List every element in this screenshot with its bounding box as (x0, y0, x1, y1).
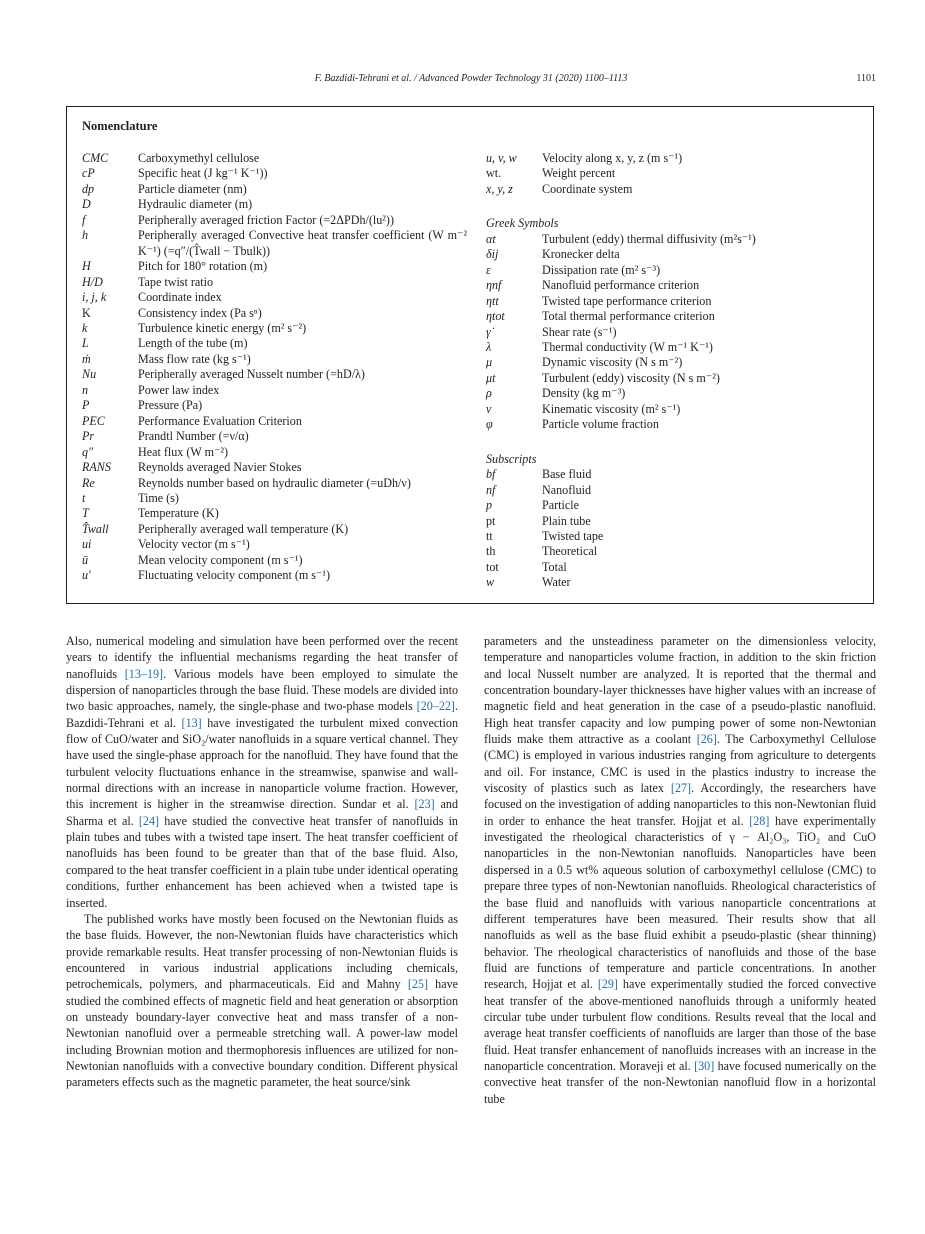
definition: Coordinate system (542, 181, 633, 196)
definition: Turbulence kinetic energy (m² s⁻²) (138, 320, 307, 335)
definition: Twisted tape (542, 528, 604, 543)
definition: Weight percent (542, 166, 616, 181)
symbol: PEC (82, 413, 105, 428)
symbol: u′ (82, 568, 91, 583)
nomenclature-row (486, 340, 856, 355)
definition: Performance Evaluation Criterion (138, 413, 302, 428)
nomenclature-row (82, 460, 467, 475)
journal-citation: F. Bazdidi-Tehrani et al. / Advanced Powder Technology 31 (2020) 1100–1113 (314, 73, 628, 84)
nomenclature-row (486, 371, 856, 386)
definition: Consistency index (Pa sⁿ) (138, 305, 262, 320)
citation-link[interactable]: [27] (670, 781, 692, 796)
nomenclature-row (486, 417, 856, 432)
citation-link[interactable]: [26] (696, 732, 717, 747)
definition: Mean velocity component (m s⁻¹) (138, 552, 303, 567)
definition: Total (542, 559, 567, 574)
citation-link[interactable]: [23] (414, 797, 435, 812)
definition: Kinematic viscosity (m² s⁻¹) (542, 401, 681, 416)
greek-symbols-heading: Greek Symbols (486, 216, 559, 231)
definition: Total thermal performance criterion (542, 309, 715, 324)
definition: Pitch for 180° rotation (m) (138, 259, 268, 274)
definition: Theoretical (542, 544, 598, 559)
symbol: ν (486, 401, 492, 416)
symbol: δij (486, 247, 499, 262)
nomenclature-row (82, 166, 467, 181)
symbol: dp (82, 181, 95, 196)
symbol: ū (82, 552, 89, 567)
symbol: nf (486, 482, 496, 497)
citation-link[interactable]: [13] (181, 715, 202, 730)
nomenclature-row (486, 166, 856, 181)
definition: Twisted tape performance criterion (542, 293, 712, 308)
symbol: u, v, w (486, 151, 517, 165)
nomenclature-row (486, 182, 856, 197)
symbol: γ̇ (486, 324, 491, 339)
nomenclature-row (82, 445, 467, 460)
symbol: i, j, k (82, 290, 107, 305)
symbol: f (82, 212, 86, 227)
paragraph: The published works have mostly been focused on the Newtonian fluids as the base fluids. However, the non-Newtonian fluids have characteristics which provide remarkable results. Heat transfer processing of non-Newtonian fluids is encountered in various industrial applications including chemicals, petrochemicals, polymers, and pharmaceuticals. Eid and Mahny [25] have studied the combined effects of magnetic field and heat generation or absorption on unsteady boundary-layer convective heat and mass transfer of a non-Newtonian nanofluid over a permeable stretching wall. A power-law model including Brownian motion and thermophoresis influences are utilized for non-Newtonian nanofluids with a convective boundary condition. Different physical parameters effects such as the magnetic parameter, the heat source/sink (66, 911, 458, 1090)
nomenclature-row (82, 568, 467, 583)
spacer (486, 197, 856, 216)
symbol: q″ (82, 444, 94, 459)
citation-link[interactable]: [28] (749, 813, 770, 828)
definition: Turbulent (eddy) thermal diffusivity (m²s⁻¹) (542, 231, 756, 246)
definition: Power law index (138, 382, 220, 397)
definition: Kronecker delta (542, 247, 620, 262)
nomenclature-row (82, 352, 467, 367)
symbol: wt. (486, 166, 502, 181)
definition: Peripherally averaged Convective heat transfer coefficient (W m⁻² K⁻¹) (=q″/(T̂wall − Tbulk)) (138, 228, 467, 258)
nomenclature-row (486, 467, 856, 482)
citation-link[interactable]: [25] (407, 977, 429, 992)
definition: Turbulent (eddy) viscosity (N s m⁻²) (542, 370, 720, 385)
definition: Reynolds averaged Navier Stokes (138, 460, 302, 475)
definition: Particle volume fraction (542, 417, 659, 432)
nomenclature-row (82, 213, 467, 228)
symbol: x, y, z (486, 181, 513, 196)
definition: Peripherally averaged Nusselt number (=hD/λ) (138, 367, 365, 382)
symbol: n (82, 382, 89, 397)
nomenclature-row (82, 290, 467, 305)
symbol: h (82, 228, 89, 243)
symbol: Re (82, 475, 95, 490)
definition: Peripherally averaged wall temperature (K) (138, 521, 349, 536)
symbol: φ (486, 417, 493, 432)
nomenclature-row (82, 197, 467, 212)
definition: Particle (542, 498, 579, 513)
nomenclature-row (486, 575, 856, 590)
definition: Reynolds number based on hydraulic diameter (=uDh/ν) (138, 475, 411, 490)
nomenclature-row (82, 414, 467, 429)
nomenclature-box (66, 106, 874, 604)
nomenclature-row (82, 151, 467, 166)
definition: Hydraulic diameter (m) (138, 197, 253, 212)
definition: Velocity vector (m s⁻¹) (138, 537, 250, 552)
symbol: ṁ (82, 351, 91, 366)
nomenclature-row (82, 491, 467, 506)
symbol: ρ (486, 386, 492, 401)
definition: Prandtl Number (=ν/α) (138, 429, 249, 444)
symbol: T̂wall (82, 521, 109, 536)
paragraph: Also, numerical modeling and simulation have been performed over the recent years to identify the influential mechanisms regarding the heat transfer of nanofluids [13–19]. Various models have been employed to simulate the dispersion of nanoparticles through the base fluid. These models are divided into two basic approaches, namely, the single-phase and two-phase models [20–22]. Bazdidi-Tehrani et al. [13] have investigated the turbulent mixed convection flow of CuO/water and SiO₂/water nanofluids in a square vertical channel. They have used the single-phase approach for the nanofluid. They have found that the turbulent velocity fluctuations enhance in the streamwise, spanwise and wall-normal directions with an increase in nanoparticle volume fraction. However, this increment is higher in the streamwise direction. Sundar et al. [23] and Sharma et al. [24] have studied the convective heat transfer of nanofluids in plain tubes and tubes with a twisted tape insert. The heat transfer coefficient of nanofluids has been found to be greater than that of the base fluid. Also, compared to the heat transfer coefficient in a plain tube under identical operating conditions, further enhancement has been achieved when a twisted tape is inserted. (66, 634, 459, 910)
symbol: H/D (82, 274, 103, 289)
symbol: bf (486, 467, 496, 482)
nomenclature-row (82, 476, 467, 491)
nomenclature-row (82, 275, 467, 290)
symbol: D (82, 197, 91, 212)
symbol: tot (486, 559, 499, 574)
nomenclature-row (486, 247, 856, 262)
nomenclature-row (82, 306, 467, 321)
definition: Velocity along x, y, z (m s⁻¹) (542, 151, 683, 165)
page-number: 1101 (856, 73, 876, 84)
body-left-column (66, 633, 458, 1091)
symbol: K (82, 305, 91, 320)
nomenclature-row (82, 228, 467, 259)
definition: Particle diameter (nm) (138, 181, 247, 196)
nomenclature-row (486, 278, 856, 293)
definition: Nanofluid (542, 482, 592, 497)
definition: Dissipation rate (m² s⁻³) (542, 262, 661, 277)
nomenclature-row (82, 506, 467, 521)
definition: Mass flow rate (kg s⁻¹) (138, 351, 251, 366)
symbol: th (486, 544, 496, 559)
symbol: ε (486, 262, 491, 277)
definition: Base fluid (542, 467, 592, 482)
symbol: k (82, 320, 88, 335)
symbol: H (82, 259, 91, 274)
citation-link[interactable]: [13–19] (124, 666, 164, 681)
symbol: λ (486, 339, 492, 354)
symbol: L (82, 336, 89, 351)
symbol: ηtt (486, 293, 499, 308)
symbol: T (82, 506, 89, 521)
nomenclature-row (82, 259, 467, 274)
nomenclature-row (82, 522, 467, 537)
nomenclature-row (486, 294, 856, 309)
definition: Thermal conductivity (W m⁻¹ K⁻¹) (542, 339, 713, 354)
nomenclature-row (82, 182, 467, 197)
symbol: μ (486, 355, 493, 370)
citation-link[interactable]: [30] (694, 1058, 715, 1073)
nomenclature-row (486, 483, 856, 498)
nomenclature-row (486, 325, 856, 340)
symbol: CMC (82, 151, 109, 165)
definition: Tape twist ratio (138, 274, 214, 289)
symbol: μt (486, 370, 496, 385)
nomenclature-row (486, 232, 856, 247)
nomenclature-row (486, 402, 856, 417)
nomenclature-row (82, 383, 467, 398)
citation-link[interactable]: [20–22] (416, 699, 455, 714)
nomenclature-row (82, 321, 467, 336)
nomenclature-row (82, 367, 467, 382)
nomenclature-row (486, 309, 856, 324)
symbol: Pr (82, 429, 95, 444)
nomenclature-row (486, 355, 856, 370)
nomenclature-row (486, 263, 856, 278)
symbol: αt (486, 231, 496, 246)
nomenclature-row (486, 386, 856, 401)
spacer (486, 433, 856, 452)
definition: Coordinate index (138, 290, 222, 305)
citation-link[interactable]: [29] (597, 977, 618, 992)
definition: Length of the tube (m) (138, 336, 248, 351)
symbol: p (486, 498, 493, 513)
symbol: tt (486, 528, 493, 543)
nomenclature-row (486, 151, 856, 166)
symbol: Nu (82, 367, 97, 382)
definition: Specific heat (J kg⁻¹ K⁻¹)) (138, 166, 268, 181)
subscripts-heading: Subscripts (486, 451, 537, 466)
nomenclature-row (486, 498, 856, 513)
definition: Water (542, 575, 571, 590)
symbol: pt (486, 513, 496, 528)
nomenclature-title: Nomenclature (82, 119, 158, 133)
citation-link[interactable]: [24] (138, 813, 160, 828)
nomenclature-right-column (486, 151, 856, 591)
nomenclature-row (82, 537, 467, 552)
symbol: ηtot (486, 309, 505, 324)
nomenclature-row (82, 336, 467, 351)
definition: Temperature (K) (138, 506, 219, 521)
definition: Time (s) (138, 490, 179, 505)
symbol: ui (82, 537, 92, 552)
definition: Fluctuating velocity component (m s⁻¹) (138, 568, 331, 583)
symbol: cP (82, 166, 95, 181)
definition: Density (kg m⁻³) (542, 386, 626, 401)
nomenclature-row (82, 398, 467, 413)
definition: Carboxymethyl cellulose (138, 151, 260, 165)
body-right-column (484, 633, 876, 1107)
definition: Pressure (Pa) (138, 398, 203, 413)
definition: Nanofluid performance criterion (542, 278, 700, 293)
nomenclature-row (486, 560, 856, 575)
nomenclature-row (82, 429, 467, 444)
definition: Shear rate (s⁻¹) (542, 324, 617, 339)
definition: Plain tube (542, 513, 591, 528)
paragraph: parameters and the unsteadiness parameter on the dimensionless velocity, temperature and nanoparticles volume fraction, in addition to the skin friction and local Nusselt number are analyzed. It is reported that the thermal and concentration boundary-layer thicknesses have higher values with an increase of magnetic field and heat generation in the case of a pseudo-plastic nanofluid. High heat transfer capacity and low pumping power of some non-Newtonian fluids make them attractive as a coolant [26]. The Carboxymethyl Cellulose (CMC) is employed in various industries ranging from agriculture to detergents and oil. For instance, CMC is used in the plastics industry to increase the viscosity of plastics such as latex [27]. Accordingly, the researchers have focused on the investigation of adding nanoparticles to this non-Newtonian fluid in order to enhance the heat transfer. Hojjat et al. [28] have experimentally investigated the rheological characteristics of γ − Al₂O₃, TiO₂ and CuO nanoparticles in the non-Newtonian nanofluids. Nanoparticles have been dispersed in a 0.5 wt% aqueous solution of carboxymethyl cellulose (CMC) to prepare three types of non-Newtonian nanofluids. Rheological characteristics of the base fluid and nanofluids with various nanoparticle concentrations at different temperatures have been measured. Their results show that all nanofluids as well as the base fluid exhibit a pseudo-plastic (shear thinning) behavior. The rheological characteristics of nanofluids and those of the base fluid are functions of temperature and particle concentrations. In another research, Hojjat et al. [29] have experimentally studied the forced convective heat transfer of the above-mentioned nanofluids through a uniformly heated circular tube under turbulent flow conditions. Results reveal that the local and average heat transfer coefficients of nanofluids are larger than those of the base fluid. Heat transfer enhancement of nanofluids increases with an increase in the nanoparticle concentration. Moraveji et al. [30] have focused numerically on the convective heat transfer of the non-Newtonian nanofluid flow in a horizontal tube (484, 634, 876, 1106)
definition: Peripherally averaged friction Factor (=2ΔPDh/(lu²)) (138, 212, 394, 227)
symbol: P (82, 398, 90, 413)
nomenclature-row (486, 514, 856, 529)
nomenclature-row (82, 553, 467, 568)
symbol: w (486, 575, 495, 590)
symbol: t (82, 490, 86, 505)
symbol: RANS (82, 460, 111, 475)
nomenclature-row (486, 529, 856, 544)
nomenclature-left-column (82, 151, 467, 584)
symbol: ηnf (486, 278, 502, 293)
definition: Heat flux (W m⁻²) (138, 444, 229, 459)
definition: Dynamic viscosity (N s m⁻²) (542, 355, 683, 370)
nomenclature-row (486, 544, 856, 559)
